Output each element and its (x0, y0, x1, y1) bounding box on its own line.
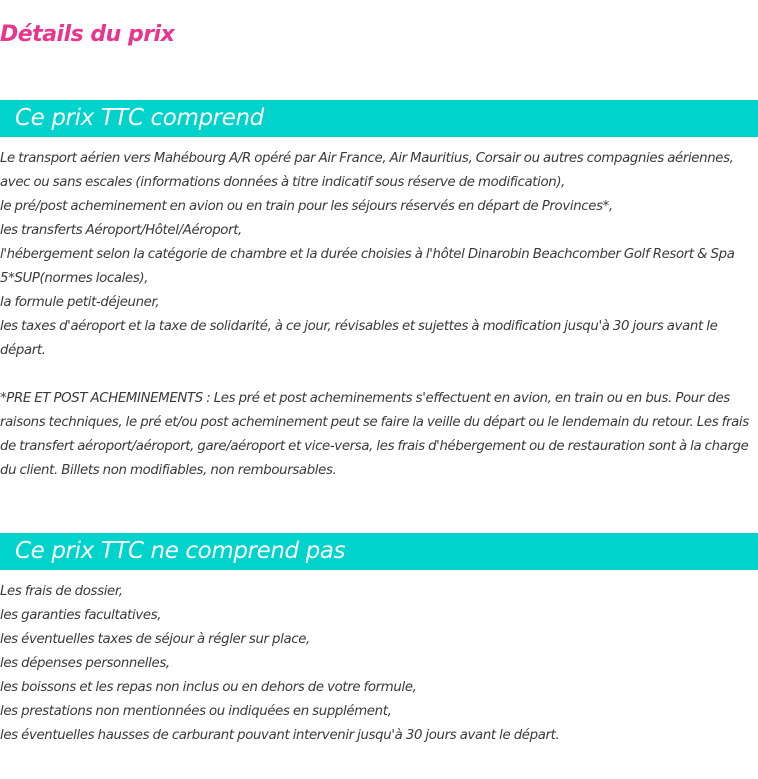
excludes-line: les éventuelles taxes de séjour à régler sur place, (0, 632, 310, 647)
note-line: de transfert aéroport/aéroport, gare/aéroport et vice-versa, les frais d'hébergement ou de restauration sont à la charge (0, 439, 749, 454)
excludes-line: les dépenses personnelles, (0, 656, 170, 671)
includes-line: départ. (0, 343, 46, 358)
excludes-line: les éventuelles hausses de carburant pouvant intervenir jusqu'à 30 jours avant le départ. (0, 728, 560, 743)
excludes-line: Les frais de dossier, (0, 584, 123, 599)
includes-line: les transferts Aéroport/Hôtel/Aéroport, (0, 223, 242, 238)
transfer-note (0, 387, 756, 483)
includes-line: 5*SUP(normes locales), (0, 271, 149, 286)
excludes-line: les garanties facultatives, (0, 608, 162, 623)
page-title: Détails du prix (0, 22, 175, 47)
includes-line: Le transport aérien vers Mahébourg A/R opéré par Air France, Air Mauritius, Corsair ou autres compagnies aériennes, (0, 151, 734, 166)
note-line: du client. Billets non modifiables, non remboursables. (0, 463, 337, 478)
includes-line: la formule petit-déjeuner, (0, 295, 160, 310)
excludes-heading: Ce prix TTC ne comprend pas (0, 533, 758, 570)
includes-line: les taxes d'aéroport et la taxe de solidarité, à ce jour, révisables et sujettes à modification jusqu'à 30 jours avant le (0, 319, 718, 334)
includes-line: avec ou sans escales (informations données à titre indicatif sous réserve de modification), (0, 175, 566, 190)
excludes-line: les boissons et les repas non inclus ou en dehors de votre formule, (0, 680, 417, 695)
includes-line: l'hébergement selon la catégorie de chambre et la durée choisies à l'hôtel Dinarobin Beachcomber Golf Resort & Spa (0, 247, 735, 262)
includes-line: le pré/post acheminement en avion ou en train pour les séjours réservés en départ de Provinces*, (0, 199, 613, 214)
excludes-list (0, 580, 756, 748)
note-line: raisons techniques, le pré et/ou post acheminement peut se faire la veille du départ ou le lendemain du retour. Les frais (0, 415, 749, 430)
note-line: *PRE ET POST ACHEMINEMENTS : Les pré et post acheminements s'effectuent en avion, en train ou en bus. Pour des (0, 391, 730, 406)
includes-heading: Ce prix TTC comprend (0, 100, 758, 137)
excludes-line: les prestations non mentionnées ou indiquées en supplément, (0, 704, 392, 719)
includes-list (0, 147, 756, 363)
